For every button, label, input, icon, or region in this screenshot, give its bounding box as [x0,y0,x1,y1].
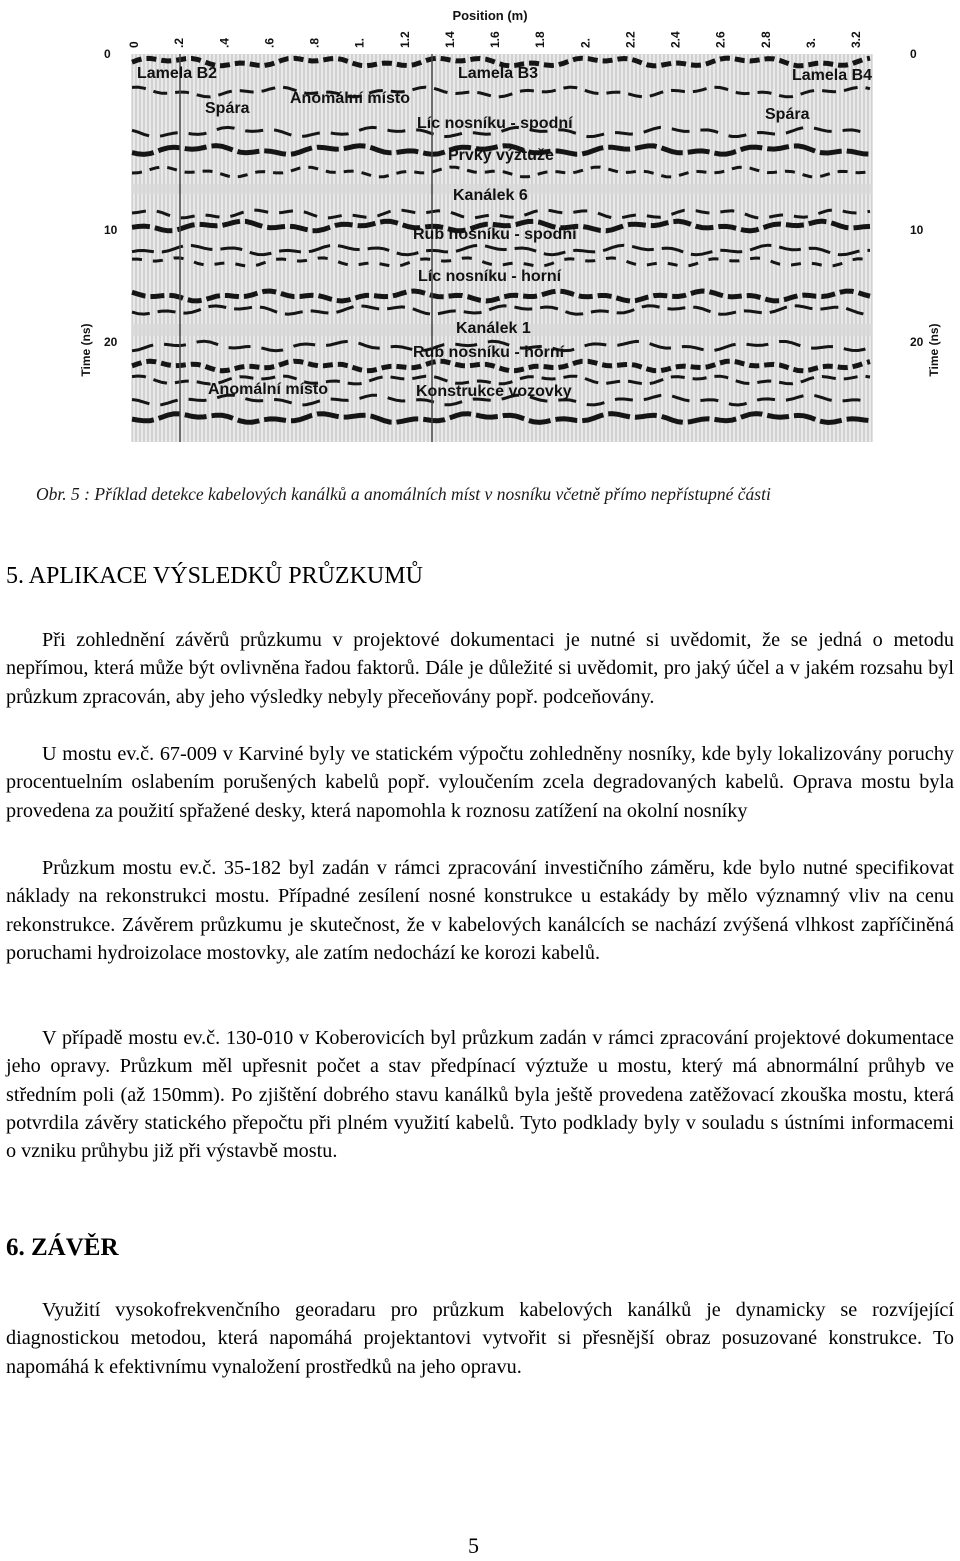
figure-caption: Obr. 5 : Příklad detekce kabelových kanálků a anomálních míst v nosníku včetně přímo nepřístupné části [36,484,771,504]
label-anomalni-misto-bottom: Anomální místo [208,381,329,398]
section-6-heading: 6. ZÁVĚR [6,1234,119,1261]
label-kanalek-1: Kanálek 1 [456,320,531,337]
radargram-figure [60,0,941,448]
x-tick-label: 0 [127,41,141,48]
position-axis-title: Position (m) [452,8,528,23]
x-tick-label: 1.8 [533,31,548,48]
section-5-paragraph-1: Při zohlednění závěrů průzkumu v projektové dokumentaci je nutné si uvědomit, že se jedná o metodu nepřímou, která může být ovlivněna řadou faktorů. Dále je důležité si uvědomit, pro jaký účel a v jakém rozsahu byl průzkum zpracován, aby jeho výsledky nebyly přeceňovány popř. podceňovány. [6,629,954,708]
label-lamela-b2: Lamela B2 [137,65,218,82]
section-5-paragraph-4: V případě mostu ev.č. 130-010 v Koberovicích byl průzkum zadán v rámci zpracování projektové dokumentace jeho opravy. Průzkum měl upřesnit počet a stav předpínací výztuže u mostu, který má abnormální průhyb ve středním poli (až 150mm). Po zjištění dobrého stavu kanálků byla ještě provedena zatěžovací zkouška mostu, která potvrdila závěry statického přepočtu při plném využití kabelů. Tyto podklady byly v souladu s ústními informacemi o vzniku průhybu již při výstavbě mostu. [6,1027,954,1163]
label-rub-nosniku-horni: Rub nosníku - horní [413,344,565,361]
section-6-paragraph: Využití vysokofrekvenčního georadaru pro průzkum kabelových kanálků je dynamicky se rozvíjející diagnostickou metodou, která napomáhá projektantovi vytvořit si přesnější obraz posuzované konstrukce. To napomáhá k efektivnímu vynaložení prostředků na jeho opravu. [6,1299,954,1378]
label-lic-nosniku-spodni: Líc nosníku - spodní [417,115,573,132]
x-tick-label: .4 [217,37,232,48]
y-tick-label-right: 20 [910,335,924,349]
x-tick-label: 2.4 [668,31,683,48]
x-tick-label: 2.8 [758,31,773,48]
section-5-paragraph-2: U mostu ev.č. 67-009 v Karviné byly ve statickém výpočtu zohledněny nosníky, kde byly lokalizovány poruchy procentuelním oslabením porušených kabelů popř. vyloučením zcela degradovaných kabelů. Oprava mostu byla provedena za použití spřažené desky, která napomohla k roznosu zatížení na okolní nosníky [6,743,954,822]
x-tick-label: 2.6 [713,31,728,48]
label-anomalni-misto-top: Anomální místo [290,90,411,107]
y-tick-label-left: 0 [104,47,111,61]
x-tick-label: 1.4 [442,31,457,48]
label-lamela-b3: Lamela B3 [458,65,539,82]
y-tick-label-right: 0 [910,47,917,61]
label-konstrukce-vozovky: Konstrukce vozovky [416,383,572,400]
x-tick-label: 2.2 [623,31,638,48]
y-tick-label-left: 20 [104,335,118,349]
radargram-image [60,0,941,448]
x-tick-label: 1.6 [488,31,502,48]
section-5-paragraph-3: Průzkum mostu ev.č. 35-182 byl zadán v rámci zpracování investičního záměru, kde bylo nutné specifikovat náklady na rekonstrukci mostu. Případné zesílení nosné konstrukce u estakády by mělo významný vliv na cenu rekonstrukce. Závěrem průzkumu je skutečnost, že v kabelových kanálcích se nachází zvýšená vlhkost zapříčiněná poruchami hydroizolace mostovky, ale zatím nedochází ke korozi kabelů. [6,857,954,964]
label-lamela-b4: Lamela B4 [792,67,873,84]
x-tick-label: 1.2 [397,31,412,48]
label-prvky-vyztuze: Prvky výztuže [448,147,554,164]
y-tick-label-right: 10 [910,223,924,237]
x-tick-label: 2. [578,37,593,48]
x-tick-label: .8 [307,37,322,48]
label-kanalek-6: Kanálek 6 [453,187,528,204]
label-rub-nosniku-spodni: Rub nosníku - spodní [413,226,577,243]
label-lic-nosniku-horni: Líc nosníku - horní [418,268,562,285]
time-axis-title-left: Time (ns) [79,323,93,377]
x-tick-label: 1. [352,37,367,48]
x-tick-label: 3.2 [849,31,863,48]
section-5-heading: 5. APLIKACE VÝSLEDKŮ PRŮZKUMŮ [6,563,423,589]
page-number: 5 [468,1533,479,1558]
x-tick-label: .6 [262,37,277,48]
time-axis-title-right: Time (ns) [927,323,941,377]
x-tick-label: .2 [172,37,187,48]
x-tick-label: 3. [803,37,818,48]
label-spara-right: Spára [765,106,810,123]
label-spara-left: Spára [205,100,250,117]
y-tick-label-left: 10 [104,223,118,237]
